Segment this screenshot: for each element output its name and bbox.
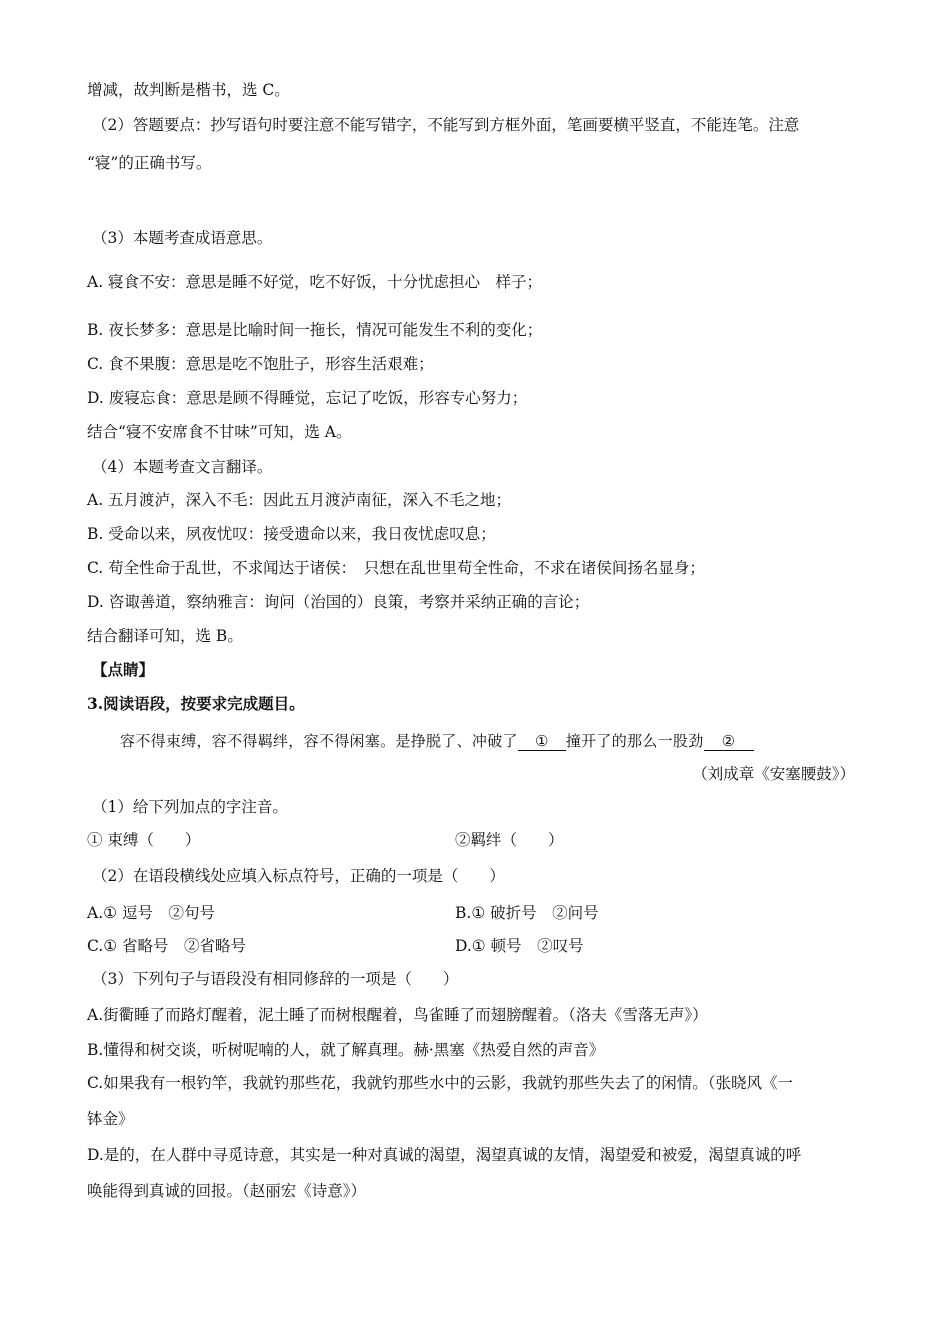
answer-part4-option-d: D. 咨诹善道，察纳雅言：询问（治国的）良策，考察并采纳正确的言论； <box>87 593 590 611</box>
sub1-item-2: ②羁绊（ ） <box>455 831 564 849</box>
question-title: 3.阅读语段，按要求完成题目。 <box>87 694 305 713</box>
dianjing-label: 【点睛】 <box>92 660 155 679</box>
passage-blank-2: ② <box>704 732 754 751</box>
answer-part3-option-a: A. 寝食不安：意思是睡不好觉，吃不好饭，十分忧虑担心 样子； <box>87 273 543 291</box>
sub2-option-d: D.① 顿号 ②叹号 <box>455 937 584 955</box>
answer-part2-tips-cont: “寝”的正确书写。 <box>87 154 212 172</box>
sub3-prompt: （3）下列句子与语段没有相同修辞的一项是（ ） <box>92 970 459 988</box>
sub2-option-c: C.① 省略号 ②省略号 <box>87 937 247 955</box>
answer-part4-option-b: B. 受命以来，夙夜忧叹：接受遗命以来，我日夜忧虑叹息； <box>87 525 496 543</box>
passage-source: （刘成章《安塞腰鼓》） <box>692 765 855 783</box>
answer-part2-tips: （2）答题要点：抄写语句时要注意不能写错字，不能写到方框外面，笔画要横平竖直，不能连笔。注意 <box>92 116 800 134</box>
answer-part3-conclusion: 结合“寝不安席食不甘味”可知，选 A。 <box>87 423 352 441</box>
answer-part4-heading: （4）本题考查文言翻译。 <box>92 458 273 476</box>
sub1-prompt: （1）给下列加点的字注音。 <box>92 798 288 816</box>
answer-line-calligraphy: 增减，故判断是楷书，选 C。 <box>87 81 290 99</box>
reading-passage <box>120 731 754 751</box>
answer-part3-option-b: B. 夜长梦多：意思是比喻时间一拖长，情况可能发生不利的变化； <box>87 321 543 339</box>
sub2-option-b: B.① 破折号 ②问号 <box>455 904 599 922</box>
answer-part4-option-c: C. 苟全性命于乱世，不求闻达于诸侯： 只想在乱世里苟全性命，不求在诸侯间扬名显身； <box>87 559 705 577</box>
sub2-option-a: A.① 逗号 ②句号 <box>87 904 215 922</box>
passage-blank-1: ① <box>518 732 566 751</box>
sub3-option-d-cont: 唤能得到真诚的回报。（赵丽宏《诗意》） <box>87 1182 367 1200</box>
sub2-prompt: （2）在语段横线处应填入标点符号，正确的一项是（ ） <box>92 867 505 885</box>
answer-part3-option-c: C. 食不果腹：意思是吃不饱肚子，形容生活艰难； <box>87 355 434 373</box>
sub3-option-c: C.如果我有一根钓竿，我就钓那些花，我就钓那些水中的云影，我就钓那些失去了的闲情。（张晓风《一 <box>87 1074 793 1092</box>
answer-part4-option-a: A. 五月渡泸，深入不毛：因此五月渡泸南征，深入不毛之地； <box>87 491 512 509</box>
answer-part3-heading: （3）本题考查成语意思。 <box>92 229 273 247</box>
sub3-option-c-cont: 钵金》 <box>87 1110 134 1128</box>
sub3-option-d: D.是的，在人群中寻觅诗意，其实是一种对真诚的渴望，渴望真诚的友情，渴望爱和被爱，渴望真诚的呼 <box>87 1146 802 1164</box>
answer-part4-conclusion: 结合翻译可知，选 B。 <box>87 627 243 645</box>
sub3-option-a: A.街衢睡了而路灯醒着，泥土睡了而树根醒着，鸟雀睡了而翅膀醒着。（洛夫《雪落无声》） <box>87 1006 708 1024</box>
passage-text: 容不得束缚，容不得羁绊，容不得闲塞。是挣脱了、冲破了 <box>120 732 518 750</box>
passage-mid: 撞开了的那么一股劲 <box>565 732 704 750</box>
answer-part3-option-d: D. 废寝忘食：意思是顾不得睡觉，忘记了吃饭，形容专心努力； <box>87 389 528 407</box>
sub3-option-b: B.懂得和树交谈，听树呢喃的人，就了解真理。赫·黑塞《热爱自然的声音》 <box>87 1041 605 1059</box>
sub1-item-1: ① 束缚（ ） <box>87 831 201 849</box>
